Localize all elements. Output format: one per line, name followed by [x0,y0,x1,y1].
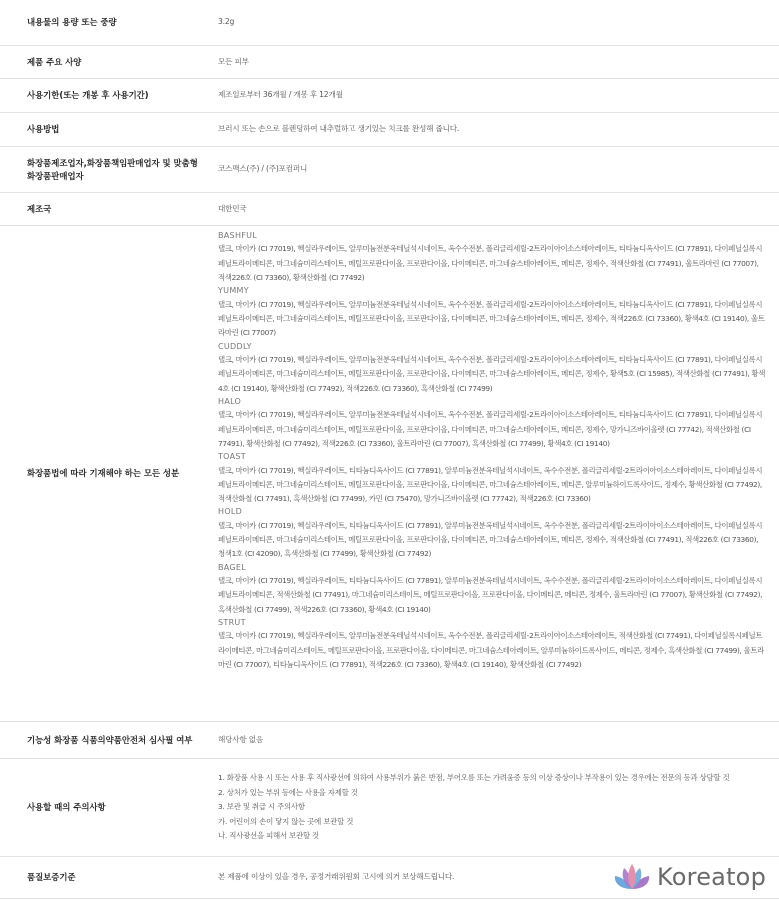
caution-line: 3. 보관 및 취급 시 주의사항 [218,802,305,812]
ingredient-shade-name: BASHFUL [218,231,258,240]
spec-label-main-spec: 제품 주요 사양 [27,56,82,67]
caution-line: 나. 직사광선을 피해서 보관할 것 [218,831,319,841]
spec-row-manufacturer [0,147,779,193]
spec-row-country [0,193,779,226]
ingredient-shade-name: HOLD [218,507,243,517]
spec-row-volume [0,0,779,46]
spec-value-quality: 본 제품에 이상이 있을 경우, 공정거래위원회 고시에 의거 보상해드립니다. [218,872,455,882]
spec-row-main-spec [0,46,779,79]
ingredient-list: 탤크, 마이카 (CI 77019), 헥실라우레이트, 티타늄디옥사이드 (CI 77891), 알루미늄전분옥테닐석시네이트, 옥수수전분, 폴리글리세릴-2트라이아이소스테아레이트, 다이페닐실록시페닐트라이메티콘, 마그네슘미리스테이트, 메틸프로판다이올, 프로판다이올, 다이메티콘, 마그네슘스테아레이트, 메티콘, 정제수, 적색산화철 (CI 77491), 적색226호 (CI 73360), 청색1호 (CI 42090), 흑색산화철 (CI 77499), 황색산화철 (CI 77492) [218,520,763,559]
ingredient-list: 탤크, 마이카 (CI 77019), 헥실라우레이트, 알루미늄전분옥테닐석시네이트, 옥수수전분, 폴리글리세릴-2트라이아이소스테아레이트, 티타늄디옥사이드 (CI 77891), 다이페닐실록시페닐트라이메티콘, 마그네슘미리스테이트, 메틸프로판다이올, 프로판다이올, 다이메티콘, 마그네슘스테아레이트, 메티콘, 정제수, 적색226호 (CI 73360), 황색4호 (CI 19140), 울트라마린 (CI 77007) [218,299,765,338]
ingredient-shade-name: CUDDLY [218,341,252,351]
ingredient-shade-name: STRUT [218,618,246,628]
spec-value-usage: 브러시 또는 손으로 블렌딩하여 내추럴하고 생기있는 치크를 완성해 줍니다. [218,124,460,134]
spec-value-volume: 3.2g [218,17,235,27]
ingredient-list: 탤크, 마이카 (CI 77019), 헥실라우레이트, 알루미늄전분옥테닐석시네이트, 옥수수전분, 폴리글리세릴-2트라이아이소스테아레이트, 티타늄디옥사이드 (CI 77891), 다이페닐실록시페닐트라이메티콘, 마그네슘미리스테이트, 메틸프로판다이올, 프로판다이올, 다이메티콘, 마그네슘스테아레이트, 메티콘, 정제수, 황색5호 (CI 15985), 적색산화철 (CI 77491), 황색4호 (CI 19140), 황색산화철 (CI 77492), 적색226호 (CI 73360), 흑색산화철 (CI 77499) [218,355,766,393]
caution-line: 가. 어린이의 손이 닿지 않는 곳에 보관할 것 [218,816,354,826]
spec-row-caution [0,759,779,857]
spec-row-functional [0,722,779,759]
spec-value-expiry: 제조일로부터 36개월 / 개봉 후 12개월 [218,90,343,100]
spec-value-manufacturer: 코스맥스(주) / (주)포컴퍼니 [218,164,308,174]
ingredient-shade-name: YUMMY [218,286,249,296]
caution-line: 1. 화장품 사용 시 또는 사용 후 직사광선에 의하여 사용부위가 붉은 반점, 부어오름 또는 가려움증 등의 이상 증상이나 부작용이 있는 경우에는 전문의 등과 상담할 것 [218,773,730,783]
spec-label-manufacturer-line2: 화장품판매업자 [27,170,84,181]
ingredient-list: 탤크, 마이카 (CI 77019), 헥실라우레이트, 티타늄디옥사이드 (CI 77891), 알루미늄전분옥테닐석시네이트, 옥수수전분, 폴리글리세릴-2트라이아이소스테아레이트, 다이페닐실록시페닐트라이메티콘, 적색산화철 (CI 77491), 마그네슘미리스테이트, 메틸프로판다이올, 프로판다이올, 다이메티콘, 메티콘, 정제수, 울트라마린 (CI 77007), 황색산화철 (CI 77492), 흑색산화철 (CI 77499), 적색226호 (CI 73360), 황색4호 (CI 19140) [218,576,763,614]
ingredient-shade-name: TOAST [218,452,246,462]
ingredient-list: 탤크, 마이카 (CI 77019), 헥실라우레이트, 알루미늄전분옥테닐석시네이트, 옥수수전분, 폴리글리세릴-2트라이아이소스테아레이트, 티타늄디옥사이드 (CI 77891), 다이페닐실록시페닐트라이메티콘, 마그네슘미리스테이트, 메틸프로판다이올, 프로판다이올, 다이메티콘, 마그네슘스테아레이트, 메티콘, 정제수, 적색산화철 (CI 77491), 울트라마린 (CI 77007), 적색226호 (CI 73360), 황색산화철 (CI 77492) [218,244,763,282]
ingredient-shade-name: BAGEL [218,562,247,572]
lotus-icon [612,862,652,892]
caution-line: 2. 상처가 있는 부위 등에는 사용을 자제할 것 [218,787,358,797]
spec-value-main-spec: 모든 피부 [218,56,249,66]
spec-label-manufacturer [0,147,218,192]
spec-label-manufacturer-line1: 화장품제조업자,화장품책임판매업자 및 맞춤형 [27,157,198,168]
spec-value-ingredients [218,226,779,721]
spec-label-ingredients: 화장품법에 따라 기재해야 하는 모든 성분 [27,468,180,478]
spec-row-expiry [0,79,779,113]
spec-label-volume: 내용물의 용량 또는 중량 [27,17,117,27]
ingredient-shade-name: HALO [218,396,242,406]
spec-label-quality: 품질보증기준 [27,872,76,882]
spec-label-usage: 사용방법 [27,124,60,134]
spec-label-expiry: 사용기한(또는 개봉 후 사용기간) [27,90,149,100]
spec-label-caution: 사용할 때의 주의사항 [27,802,106,812]
koreatop-logo [612,860,766,894]
logo-text: Koreatop [657,863,766,891]
spec-row-ingredients [0,226,779,722]
spec-label-functional: 기능성 화장품 식품의약품안전처 심사필 여부 [27,734,193,745]
spec-value-caution [218,759,779,856]
ingredient-list: 탤크, 마이카 (CI 77019), 헥실라우레이트, 알루미늄전분옥테닐석시네이트, 옥수수전분, 폴리글리세릴-2트라이아이소스테아레이트, 적색산화철 (CI 77491), 다이페닐실록시페닐트라이메티콘, 마그네슘미리스테이트, 메틸프로판다이올, 프로판다이올, 다이메티콘, 마그네슘스테아레이트, 알루미늄하이드록사이드, 메티콘, 정제수, 흑색산화철 (CI 77499), 울트라마린 (CI 77007), 티타늄디옥사이드 (CI 77891), 적색226호 (CI 73360), 황색4호 (CI 19140), 황색산화철 (CI 77492) [218,631,764,670]
spec-value-country: 대한민국 [218,203,247,213]
spec-label-country: 제조국 [27,203,52,214]
ingredient-list: 탤크, 마이카 (CI 77019), 헥실라우레이트, 알루미늄전분옥테닐석시네이트, 옥수수전분, 폴리글리세릴-2트라이아이소스테아레이트, 티타늄디옥사이드 (CI 77891), 다이페닐실록시페닐트라이메티콘, 마그네슘미리스테이트, 메틸프로판다이올, 프로판다이올, 다이메티콘, 마그네슘스테아레이트, 메티콘, 정제수, 망가니즈바이올렛 (CI 77742), 적색산화철 (CI 77491), 황색산화철 (CI 77492), 적색226호 (CI 73360), 울트라마린 (CI 77007), 흑색산화철 (CI 77499), 황색4호 (CI 19140) [218,410,763,448]
spec-value-functional: 해당사항 없음 [218,734,264,744]
ingredient-list: 탤크, 마이카 (CI 77019), 헥실라우레이트, 티타늄디옥사이드 (CI 77891), 알루미늄전분옥테닐석시네이트, 옥수수전분, 폴리글리세릴-2트라이아이소스테아레이트, 다이페닐실록시페닐트라이메티콘, 마그네슘미리스테이트, 메틸프로판다이올, 프로판다이올, 다이메티콘, 마그네슘스테아레이트, 메티콘, 알루미늄하이드록사이드, 정제수, 황색산화철 (CI 77492), 적색산화철 (CI 77491), 흑색산화철 (CI 77499), 카민 (CI 75470), 망가니즈바이올렛 (CI 77742), 적색226호 (CI 73360) [218,465,763,504]
spec-row-usage [0,113,779,147]
